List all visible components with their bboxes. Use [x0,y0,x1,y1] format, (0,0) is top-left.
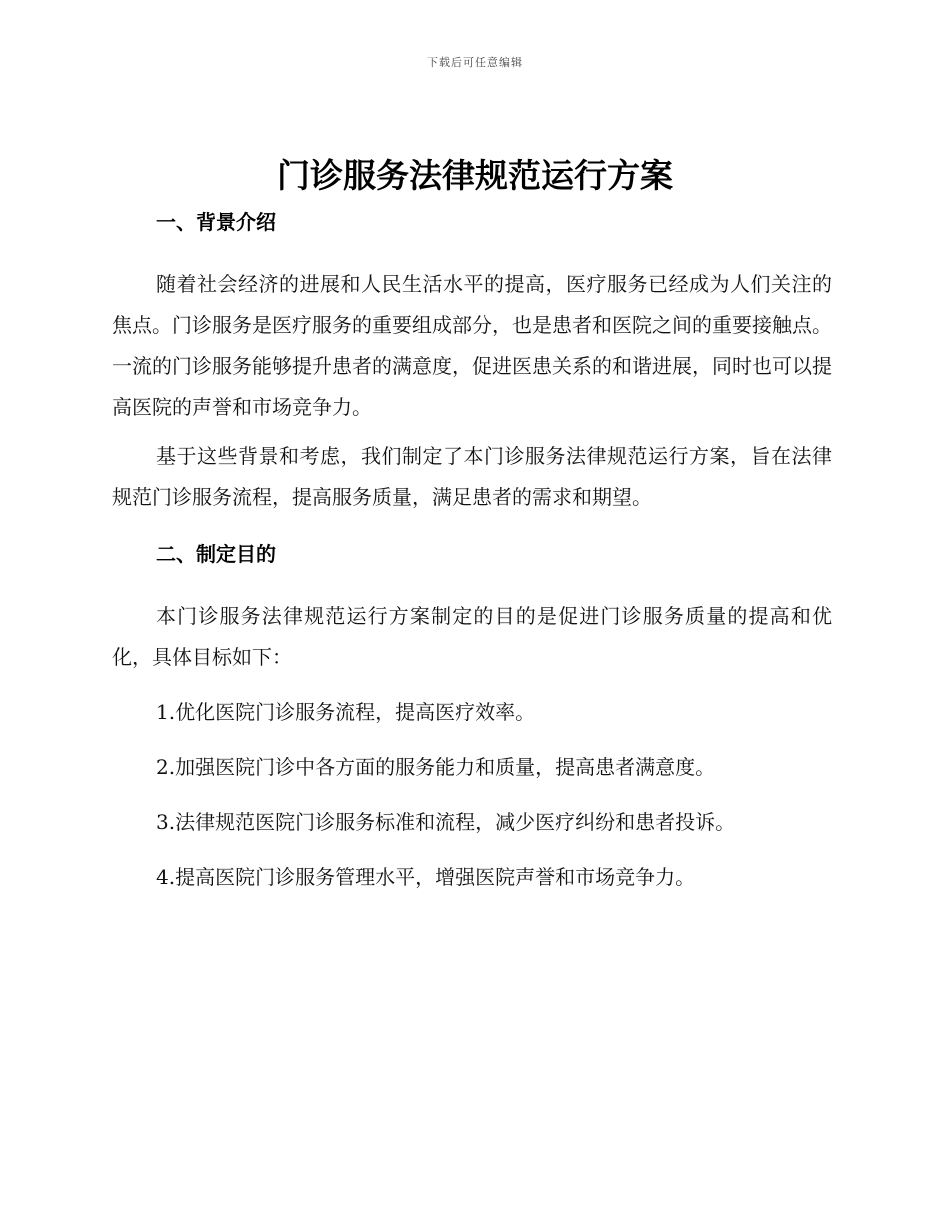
document-body [112,200,832,898]
goal-list [112,692,832,898]
paragraph-background-1: 随着社会经济的进展和人民生活水平的提高，医疗服务已经成为人们关注的焦点。门诊服务是医疗服务的重要组成部分，也是患者和医院之间的重要接触点。一流的门诊服务能够提升患者的满意度，促进医患关系的和谐进展，同时也可以提高医院的声誉和市场竞争力。 [112,272,832,419]
goal-item-3: 3.法律规范医院门诊服务标准和流程，减少医疗纠纷和患者投诉。 [156,810,736,834]
page-header: 下载后可任意编辑 [427,56,523,69]
paragraph-purpose-intro: 本门诊服务法律规范运行方案制定的目的是促进门诊服务质量的提高和优化，具体目标如下： [112,604,832,669]
goal-item-2: 2.加强医院门诊中各方面的服务能力和质量，提高患者满意度。 [156,755,716,779]
goal-item-1: 1.优化医院门诊服务流程，提高医疗效率。 [156,700,536,724]
section-heading-background: 一、背景介绍 [156,210,276,234]
section-heading-purpose: 二、制定目的 [156,542,276,566]
paragraph-background-2: 基于这些背景和考虑，我们制定了本门诊服务法律规范运行方案，旨在法律规范门诊服务流程，提高服务质量，满足患者的需求和期望。 [112,444,832,509]
goal-item-4: 4.提高医院门诊服务管理水平，增强医院声誉和市场竞争力。 [156,865,696,889]
document-title: 门诊服务法律规范运行方案 [277,156,673,195]
